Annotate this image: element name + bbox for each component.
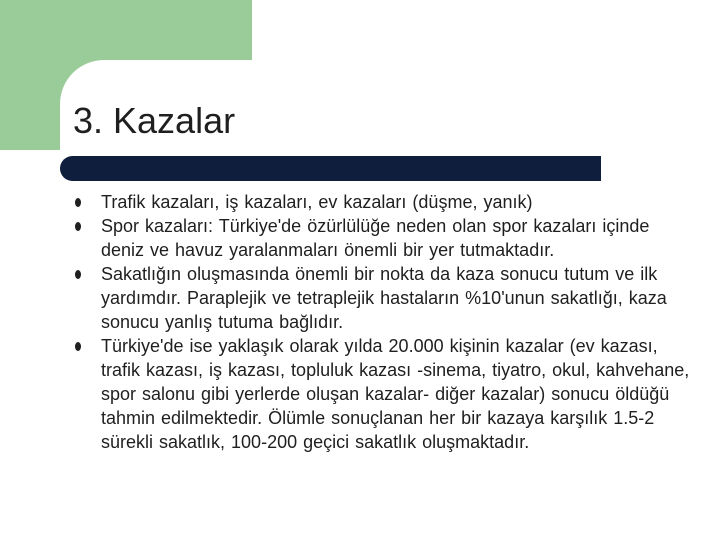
bullet-dot-icon — [75, 198, 81, 207]
bullet-item-3 — [73, 262, 693, 334]
bullet-text: Sakatlığın oluşmasında önemli bir nokta da kaza sonucu tutum ve ilk yardımdır. Paraplejik ve tetraplejik hastaların %10'unun sakatlığı, kaza sonucu yanlış tutuma bağlıdır. — [101, 264, 667, 332]
bullet-dot-icon — [75, 342, 81, 351]
bullet-item-4 — [73, 334, 693, 454]
bullet-text: Spor kazaları: Türkiye'de özürlülüğe neden olan spor kazaları içinde deniz ve havuz yaralanmaları önemli bir yer tutmaktadır. — [101, 216, 650, 260]
bullet-list — [73, 190, 693, 454]
slide-title: 3. Kazalar — [73, 100, 236, 141]
bullet-text: Türkiye'de ise yaklaşık olarak yılda 20.000 kişinin kazalar (ev kazası, trafik kazası, iş kazası, topluluk kazası -sinema, tiyatro, okul, kahvehane, spor salonu gibi yerlerde oluşan kazalar- diğer kazalar) sonucu öldüğü tahmin edilmektedir. Ölümle sonuçlanan her bir kazaya karşılık 1.5-2 sürekli sakatlık, 100-200 geçici sakatlık oluşmaktadır. — [101, 336, 690, 452]
bullet-item-1 — [73, 190, 693, 214]
bullet-text: Trafik kazaları, iş kazaları, ev kazaları (düşme, yanık) — [101, 192, 533, 212]
bullet-dot-icon — [75, 222, 81, 231]
bullet-item-2 — [73, 214, 693, 262]
title-underline-bar — [60, 156, 601, 181]
bullet-dot-icon — [75, 270, 81, 279]
